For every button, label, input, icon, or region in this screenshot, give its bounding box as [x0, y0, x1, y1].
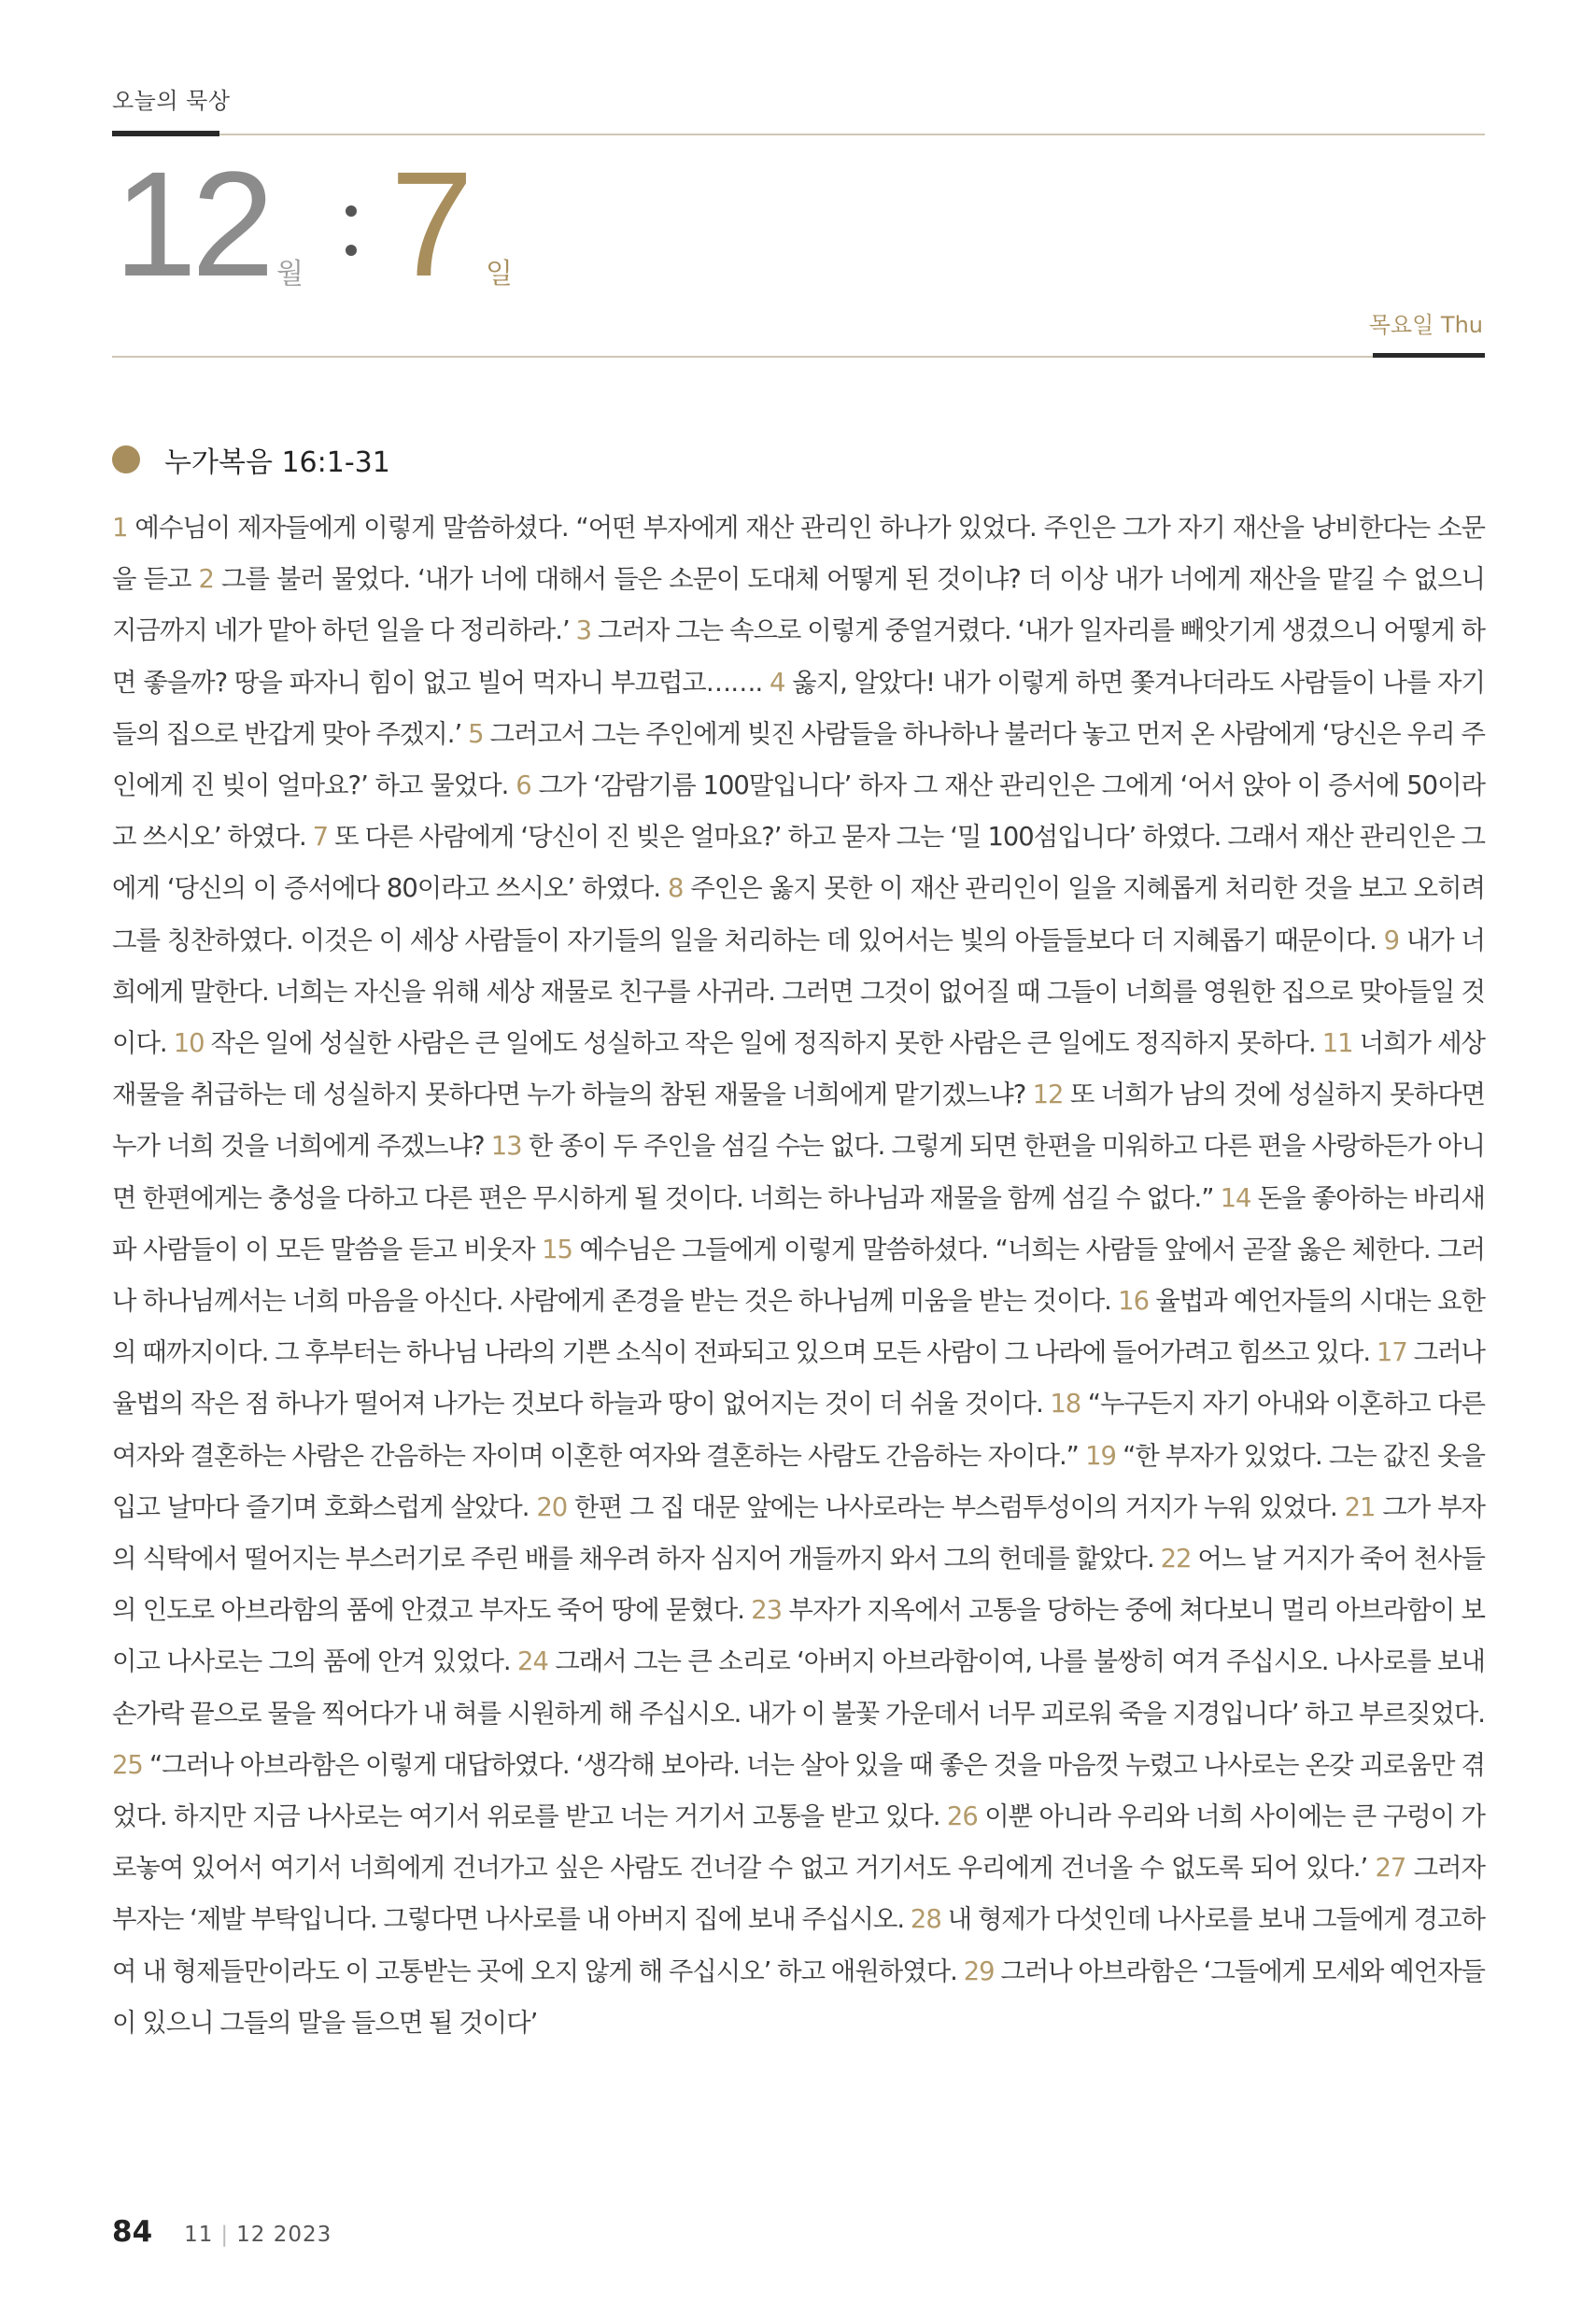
verse-number: 11	[1321, 1029, 1353, 1059]
bullet-dot-icon	[112, 445, 140, 473]
date-colon	[346, 205, 357, 284]
verse-text: 어느 날 거지가 죽어 천사들의 인도로 아브라함의 품에 안겼고 부자도 죽어 땅에 묻혔다.	[112, 1545, 1485, 1626]
verse-number: 10	[173, 1029, 205, 1059]
verse-number: 14	[1220, 1183, 1251, 1213]
verse-number: 23	[751, 1596, 783, 1626]
verse-text: 옳지, 알았다! 내가 이렇게 하면 쫓겨나더라도 사람들이 나를 자기들의 집으로 반갑게 맞아 주겠지.’	[112, 668, 1485, 749]
verse-number: 19	[1085, 1441, 1116, 1471]
verse-text: 작은 일에 성실한 사람은 큰 일에도 성실하고 작은 일에 정직하지 못한 사람은 큰 일에도 정직하지 못하다.	[210, 1029, 1316, 1059]
verse-number: 25	[112, 1750, 143, 1780]
verse-text: 내 형제가 다섯인데 나사로를 보내 그들에게 경고하여 내 형제들만이라도 이 고통받는 곳에 오지 않게 해 주십시오’ 하고 애원하였다.	[112, 1905, 1486, 1986]
verse-text: 그러나 율법의 작은 점 하나가 떨어져 나가는 것보다 하늘과 땅이 없어지는 것이 더 쉬울 것이다.	[112, 1338, 1485, 1419]
verse-text: “한 부자가 있었다. 그는 값진 옷을 입고 날마다 즐기며 호화스럽게 살았다.	[112, 1441, 1485, 1522]
verse-number: 20	[536, 1492, 568, 1522]
passage-reference: 누가복음 16:1-31	[164, 446, 390, 479]
issue-month-year: 12 2023	[236, 2223, 332, 2247]
verse-number: 1	[112, 514, 128, 543]
verse-text: 너희가 세상 재물을 취급하는 데 성실하지 못하다면 누가 하늘의 참된 재물을 너희에게 맡기겠느냐?	[112, 1029, 1486, 1110]
verse-number: 13	[490, 1132, 522, 1162]
verse-text: 그래서 그는 큰 소리로 ‘아버지 아브라함이여, 나를 불쌍히 여겨 주십시오. 나사로를 보내 손가락 끝으로 물을 찍어다가 내 혀를 시원하게 해 주십시오. 내가 이 불꽃 가운데서 너무 괴로워 죽을 지경입니다’ 하고 부르짖었다.	[112, 1647, 1485, 1729]
verse-text: 그가 ‘감람기름 100말입니다’ 하자 그 재산 관리인은 그에게 ‘어서 앉아 이 증서에 50이라고 쓰시오’ 하였다.	[112, 771, 1486, 853]
verse-text: “누구든지 자기 아내와 이혼하고 다른 여자와 결혼하는 사람은 간음하는 자이며 이혼한 여자와 결혼하는 사람도 간음하는 자이다.”	[112, 1390, 1485, 1471]
date-month: 12	[114, 140, 269, 307]
verse-number: 2	[198, 565, 214, 595]
verse-text: 부자가 지옥에서 고통을 당하는 중에 쳐다보니 멀리 아브라함이 보이고 나사로는 그의 품에 안겨 있었다.	[112, 1596, 1485, 1677]
verse-text: 율법과 예언자들의 시대는 요한의 때까지이다. 그 후부터는 하나님 나라의 기쁜 소식이 전파되고 있으며 모든 사람이 그 나라에 들어가려고 힘쓰고 있다.	[112, 1287, 1486, 1368]
verse-text: 한 종이 두 주인을 섬길 수는 없다. 그렇게 되면 한편을 미워하고 다른 편을 사랑하든가 아니면 한편에게는 충성을 다하고 다른 편은 무시하게 될 것이다. 너희는 하나님과 재물을 함께 섬길 수 없다.”	[112, 1132, 1486, 1213]
verse-text: 이뿐 아니라 우리와 너희 사이에는 큰 구렁이 가로놓여 있어서 여기서 너희에게 건너가고 싶은 사람도 건너갈 수 없고 거기서도 우리에게 건너올 수 없도록 되어 있다.’	[112, 1802, 1485, 1884]
verse-text: 그를 불러 물었다. ‘내가 너에 대해서 들은 소문이 도대체 어떻게 된 것이냐? 더 이상 내가 너에게 재산을 맡길 수 없으니 지금까지 네가 맡아 하던 일을 다 정리하라.’	[112, 565, 1486, 646]
verse-text: 그러자 부자는 ‘제발 부탁입니다. 그렇다면 나사로를 내 아버지 집에 보내 주십시오.	[112, 1854, 1485, 1935]
verse-number: 8	[668, 874, 684, 904]
verse-number: 28	[910, 1905, 941, 1935]
verse-number: 9	[1383, 925, 1400, 955]
verse-number: 16	[1118, 1287, 1150, 1317]
verse-number: 24	[517, 1647, 548, 1677]
issue-date: 11 | 12 2023	[184, 2223, 332, 2247]
date-day: 7	[390, 140, 473, 307]
verse-number: 22	[1160, 1545, 1192, 1575]
verse-text: 그러고서 그는 주인에게 빚진 사람들을 하나하나 불러다 놓고 먼저 온 사람에게 ‘당신은 우리 주인에게 진 빚이 얼마요?’ 하고 물었다.	[112, 719, 1485, 801]
verse-text: 한편 그 집 대문 앞에는 나사로라는 부스럼투성이의 거지가 누워 있었다.	[574, 1492, 1337, 1522]
verse-number: 4	[770, 668, 785, 698]
top-divider	[112, 134, 1485, 135]
verse-text: 그러나 아브라함은 ‘그들에게 모세와 예언자들이 있으니 그들의 말을 들으면 될 것이다’	[112, 1956, 1486, 2038]
verse-text: 주인은 옳지 못한 이 재산 관리인이 일을 지혜롭게 처리한 것을 보고 오히려 그를 칭찬하였다. 이것은 이 세상 사람들이 자기들의 일을 처리하는 데 있어서는 빛의 아들들보다 더 지혜롭기 때문이다.	[112, 874, 1485, 955]
verse-text: 돈을 좋아하는 바리새파 사람들이 이 모든 말씀을 듣고 비웃자	[112, 1183, 1485, 1264]
header-divider	[112, 356, 1485, 358]
verse-text: 내가 너희에게 말한다. 너희는 자신을 위해 세상 재물로 친구를 사귀라. 그러면 그것이 없어질 때 그들이 너희를 영원한 집으로 맞아들일 것이다.	[112, 925, 1485, 1059]
page-footer	[112, 2215, 332, 2249]
verse-number: 18	[1050, 1390, 1081, 1419]
verse-text: 예수님은 그들에게 이렇게 말씀하셨다. “너희는 사람들 앞에서 곧잘 옳은 체한다. 그러나 하나님께서는 너희 마음을 아신다. 사람에게 존경을 받는 것은 하나님께 미움을 받는 것이다.	[112, 1235, 1485, 1317]
date-month-unit: 월	[276, 258, 304, 290]
page-number: 84	[112, 2215, 153, 2249]
top-divider-accent	[112, 131, 219, 136]
issue-months: 11	[184, 2223, 214, 2247]
verse-text: 또 너희가 남의 것에 성실하지 못하다면 누가 너희 것을 너희에게 주겠느냐?	[112, 1080, 1486, 1162]
weekday-label: 목요일 Thu	[1368, 312, 1483, 338]
verse-number: 29	[963, 1956, 995, 1986]
scripture-text	[112, 502, 1485, 2049]
verse-number: 7	[312, 823, 329, 853]
verse-number: 12	[1032, 1080, 1064, 1110]
passage-heading	[112, 441, 390, 478]
verse-number: 21	[1344, 1492, 1376, 1522]
verse-number: 5	[468, 719, 484, 749]
header-divider-accent	[1373, 353, 1485, 358]
verse-text: 또 다른 사람에게 ‘당신이 진 빚은 얼마요?’ 하고 묻자 그는 ‘밀 100섬입니다’ 하였다. 그래서 재산 관리인은 그에게 ‘당신의 이 증서에다 80이라고 쓰시오’ 하였다.	[112, 823, 1485, 904]
date-day-unit: 일	[486, 258, 513, 290]
verse-number: 3	[575, 616, 591, 646]
verse-number: 26	[946, 1802, 978, 1832]
verse-text: 예수님이 제자들에게 이렇게 말씀하셨다. “어떤 부자에게 재산 관리인 하나가 있었다. 주인은 그가 자기 재산을 낭비한다는 소문을 듣고	[112, 514, 1485, 595]
verse-text: 그가 부자의 식탁에서 떨어지는 부스러기로 주린 배를 채우려 하자 심지어 개들까지 와서 그의 헌데를 핥았다.	[112, 1492, 1486, 1575]
verse-number: 27	[1375, 1854, 1406, 1884]
verse-number: 6	[516, 771, 531, 801]
verse-text: 그러자 그는 속으로 이렇게 중얼거렸다. ‘내가 일자리를 빼앗기게 생겼으니 어떻게 하면 좋을까? 땅을 파자니 힘이 없고 빌어 먹자니 부끄럽고…….	[112, 616, 1485, 698]
section-label: 오늘의 묵상	[112, 88, 231, 114]
verse-text: “그러나 아브라함은 이렇게 대답하였다. ‘생각해 보아라. 너는 살아 있을 때 좋은 것을 마음껏 누렸고 나사로는 온갖 괴로움만 겪었다. 하지만 지금 나사로는 여기서 위로를 받고 너는 거기서 고통을 받고 있다.	[112, 1750, 1485, 1832]
verse-number: 17	[1376, 1338, 1407, 1368]
verse-number: 15	[542, 1235, 572, 1264]
